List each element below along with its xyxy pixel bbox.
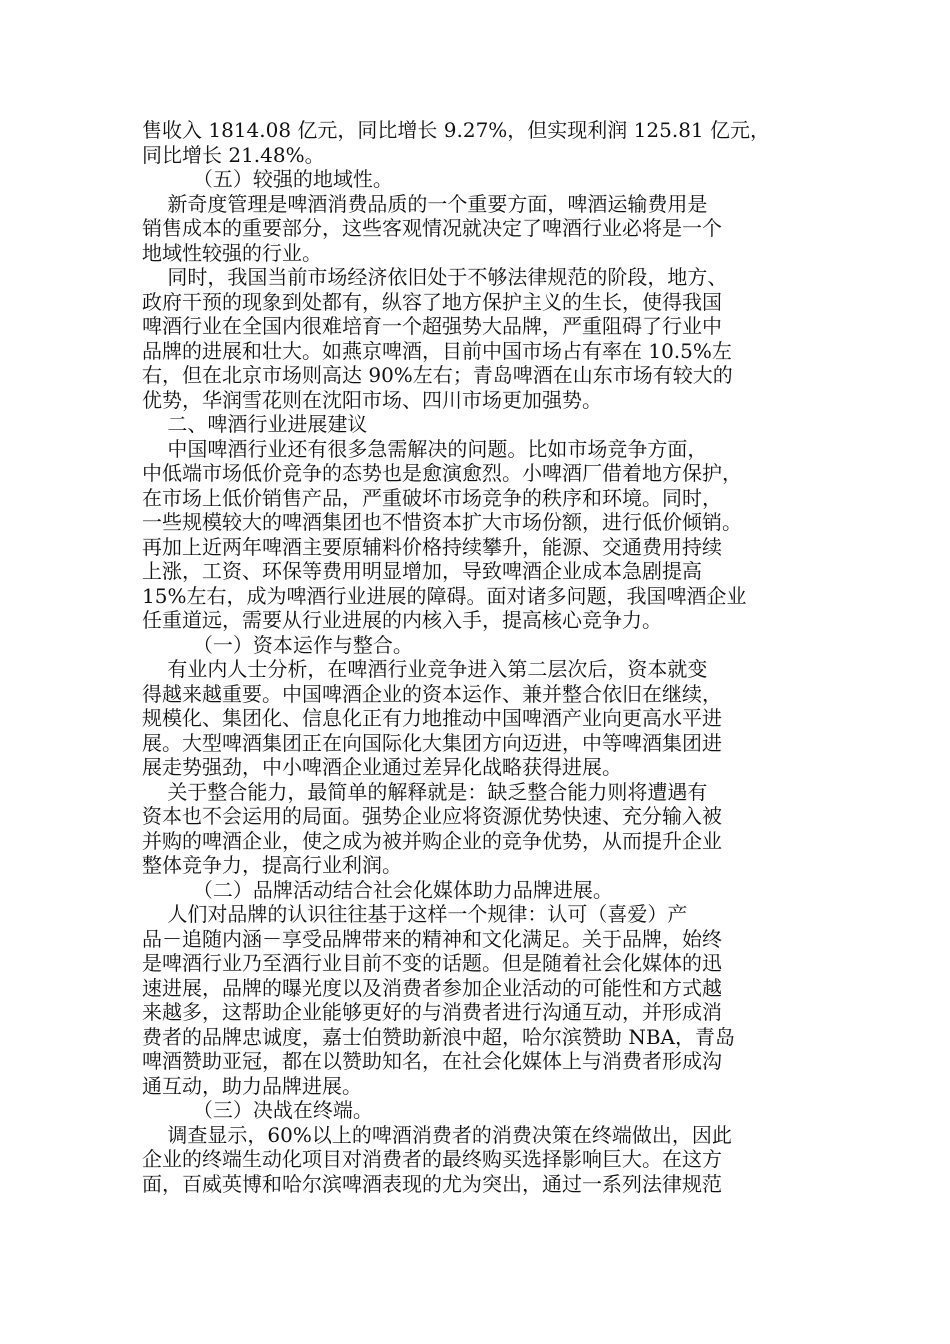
text-line: 人们对品牌的认识往往基于这样一个规律：认可（喜爱）产 xyxy=(142,902,688,926)
text-line: 是啤酒行业乃至酒行业目前不变的话题。但是随着社会化媒体的迅 xyxy=(142,951,722,975)
text-line: 右，但在北京市场则高达 90%左右；青岛啤酒在山东市场有较大的 xyxy=(142,363,733,387)
text-line: 同比增长 21.48%。 xyxy=(142,142,325,167)
text-line: 并购的啤酒企业，使之成为被并购企业的竞争优势，从而提升企业 xyxy=(142,828,722,853)
text-line: 啤酒赞助亚冠，都在以赞助知名，在社会化媒体上与消费者形成沟 xyxy=(142,1049,722,1073)
text-line: 面，百威英博和哈尔滨啤酒表现的尤为突出，通过一系列法律规范 xyxy=(142,1171,722,1196)
text-line: 再加上近两年啤酒主要原辅料价格持续攀升，能源、交通费用持续 xyxy=(142,534,722,559)
text-line: 来越多，这帮助企业能够更好的与消费者进行沟通互动，并形成消 xyxy=(142,1000,722,1024)
text-line: 速进展，品牌的曝光度以及消费者参加企业活动的可能性和方式越 xyxy=(142,975,722,1000)
text-line: 品－追随内涵－享受品牌带来的精神和文化满足。关于品牌，始终 xyxy=(142,926,722,951)
text-line: 任重道远，需要从行业进展的内核入手，提高核心竞争力。 xyxy=(142,608,662,632)
text-line: 费者的品牌忠诚度，嘉士伯赞助新浪中超，哈尔滨赞助 NBA，青岛 xyxy=(142,1024,735,1049)
text-line: 企业的终端生动化项目对消费者的最终购买选择影响巨大。在这方 xyxy=(142,1147,722,1171)
text-line: 整体竞争力，提高行业利润。 xyxy=(142,853,402,877)
text-line: 品牌的进展和壮大。如燕京啤酒，目前中国市场占有率在 10.5%左 xyxy=(142,338,732,363)
text-line: 资本也不会运用的局面。强势企业应将资源优势快速、充分输入被 xyxy=(142,804,722,828)
text-line: （一）资本运作与整合。 xyxy=(142,632,413,657)
text-line: 优势，华润雪花则在沈阳市场、四川市场更加强势。 xyxy=(142,387,602,412)
text-line: （二）品牌活动结合社会化媒体助力品牌进展。 xyxy=(142,877,613,902)
text-line: 二、啤酒行业进展建议 xyxy=(142,412,368,436)
text-line: 通互动，助力品牌进展。 xyxy=(142,1073,362,1098)
text-line: 展。大型啤酒集团正在向国际化大集团方向迈进，中等啤酒集团进 xyxy=(142,730,722,755)
text-line: 中国啤酒行业还有很多急需解决的问题。比如市场竞争方面， xyxy=(142,436,708,461)
text-line: 售收入 1814.08 亿元，同比增长 9.27%，但实现利润 125.81 亿元， xyxy=(142,118,771,142)
text-line: 调查显示，60%以上的啤酒消费者的消费决策在终端做出，因此 xyxy=(142,1122,732,1147)
text-line: （三）决战在终端。 xyxy=(142,1098,373,1122)
text-line: 上涨，工资、环保等费用明显增加，导致啤酒企业成本急剧提高 xyxy=(142,559,702,583)
text-line: 有业内人士分析，在啤酒行业竞争进入第二层次后，资本就变 xyxy=(142,657,708,681)
text-line: 展走势强劲，中小啤酒企业通过差异化战略获得进展。 xyxy=(142,755,622,779)
text-line: 同时，我国当前市场经济依旧处于不够法律规范的阶段，地方、 xyxy=(142,265,728,289)
text-line: 中低端市场低价竞争的态势也是愈演愈烈。小啤酒厂借着地方保护， xyxy=(142,461,742,485)
text-line: 政府干预的现象到处都有，纵容了地方保护主义的生长，使得我国 xyxy=(142,289,722,314)
text-line: 一些规模较大的啤酒集团也不惜资本扩大市场份额，进行低价倾销。 xyxy=(142,510,742,534)
text-line: 在市场上低价销售产品，严重破坏市场竞争的秩序和环境。同时， xyxy=(142,485,722,510)
text-line: 关于整合能力，最简单的解释就是：缺乏整合能力则将遭遇有 xyxy=(142,779,708,804)
text-line: 规模化、集团化、信息化正有力地推动中国啤酒产业向更高水平进 xyxy=(142,706,722,730)
text-line: 15%左右，成为啤酒行业进展的障碍。面对诸多问题，我国啤酒企业 xyxy=(142,583,747,608)
text-line: 得越来越重要。中国啤酒企业的资本运作、兼并整合依旧在继续， xyxy=(142,681,722,706)
text-line: （五）较强的地域性。 xyxy=(142,167,393,191)
text-line: 新奇度管理是啤酒消费品质的一个重要方面，啤酒运输费用是 xyxy=(142,191,708,216)
text-line: 销售成本的重要部分，这些客观情况就决定了啤酒行业必将是一个 xyxy=(142,216,722,240)
document-body xyxy=(142,118,810,1196)
text-line: 啤酒行业在全国内很难培育一个超强势大品牌，严重阻碍了行业中 xyxy=(142,314,722,338)
text-line: 地域性较强的行业。 xyxy=(142,240,322,265)
